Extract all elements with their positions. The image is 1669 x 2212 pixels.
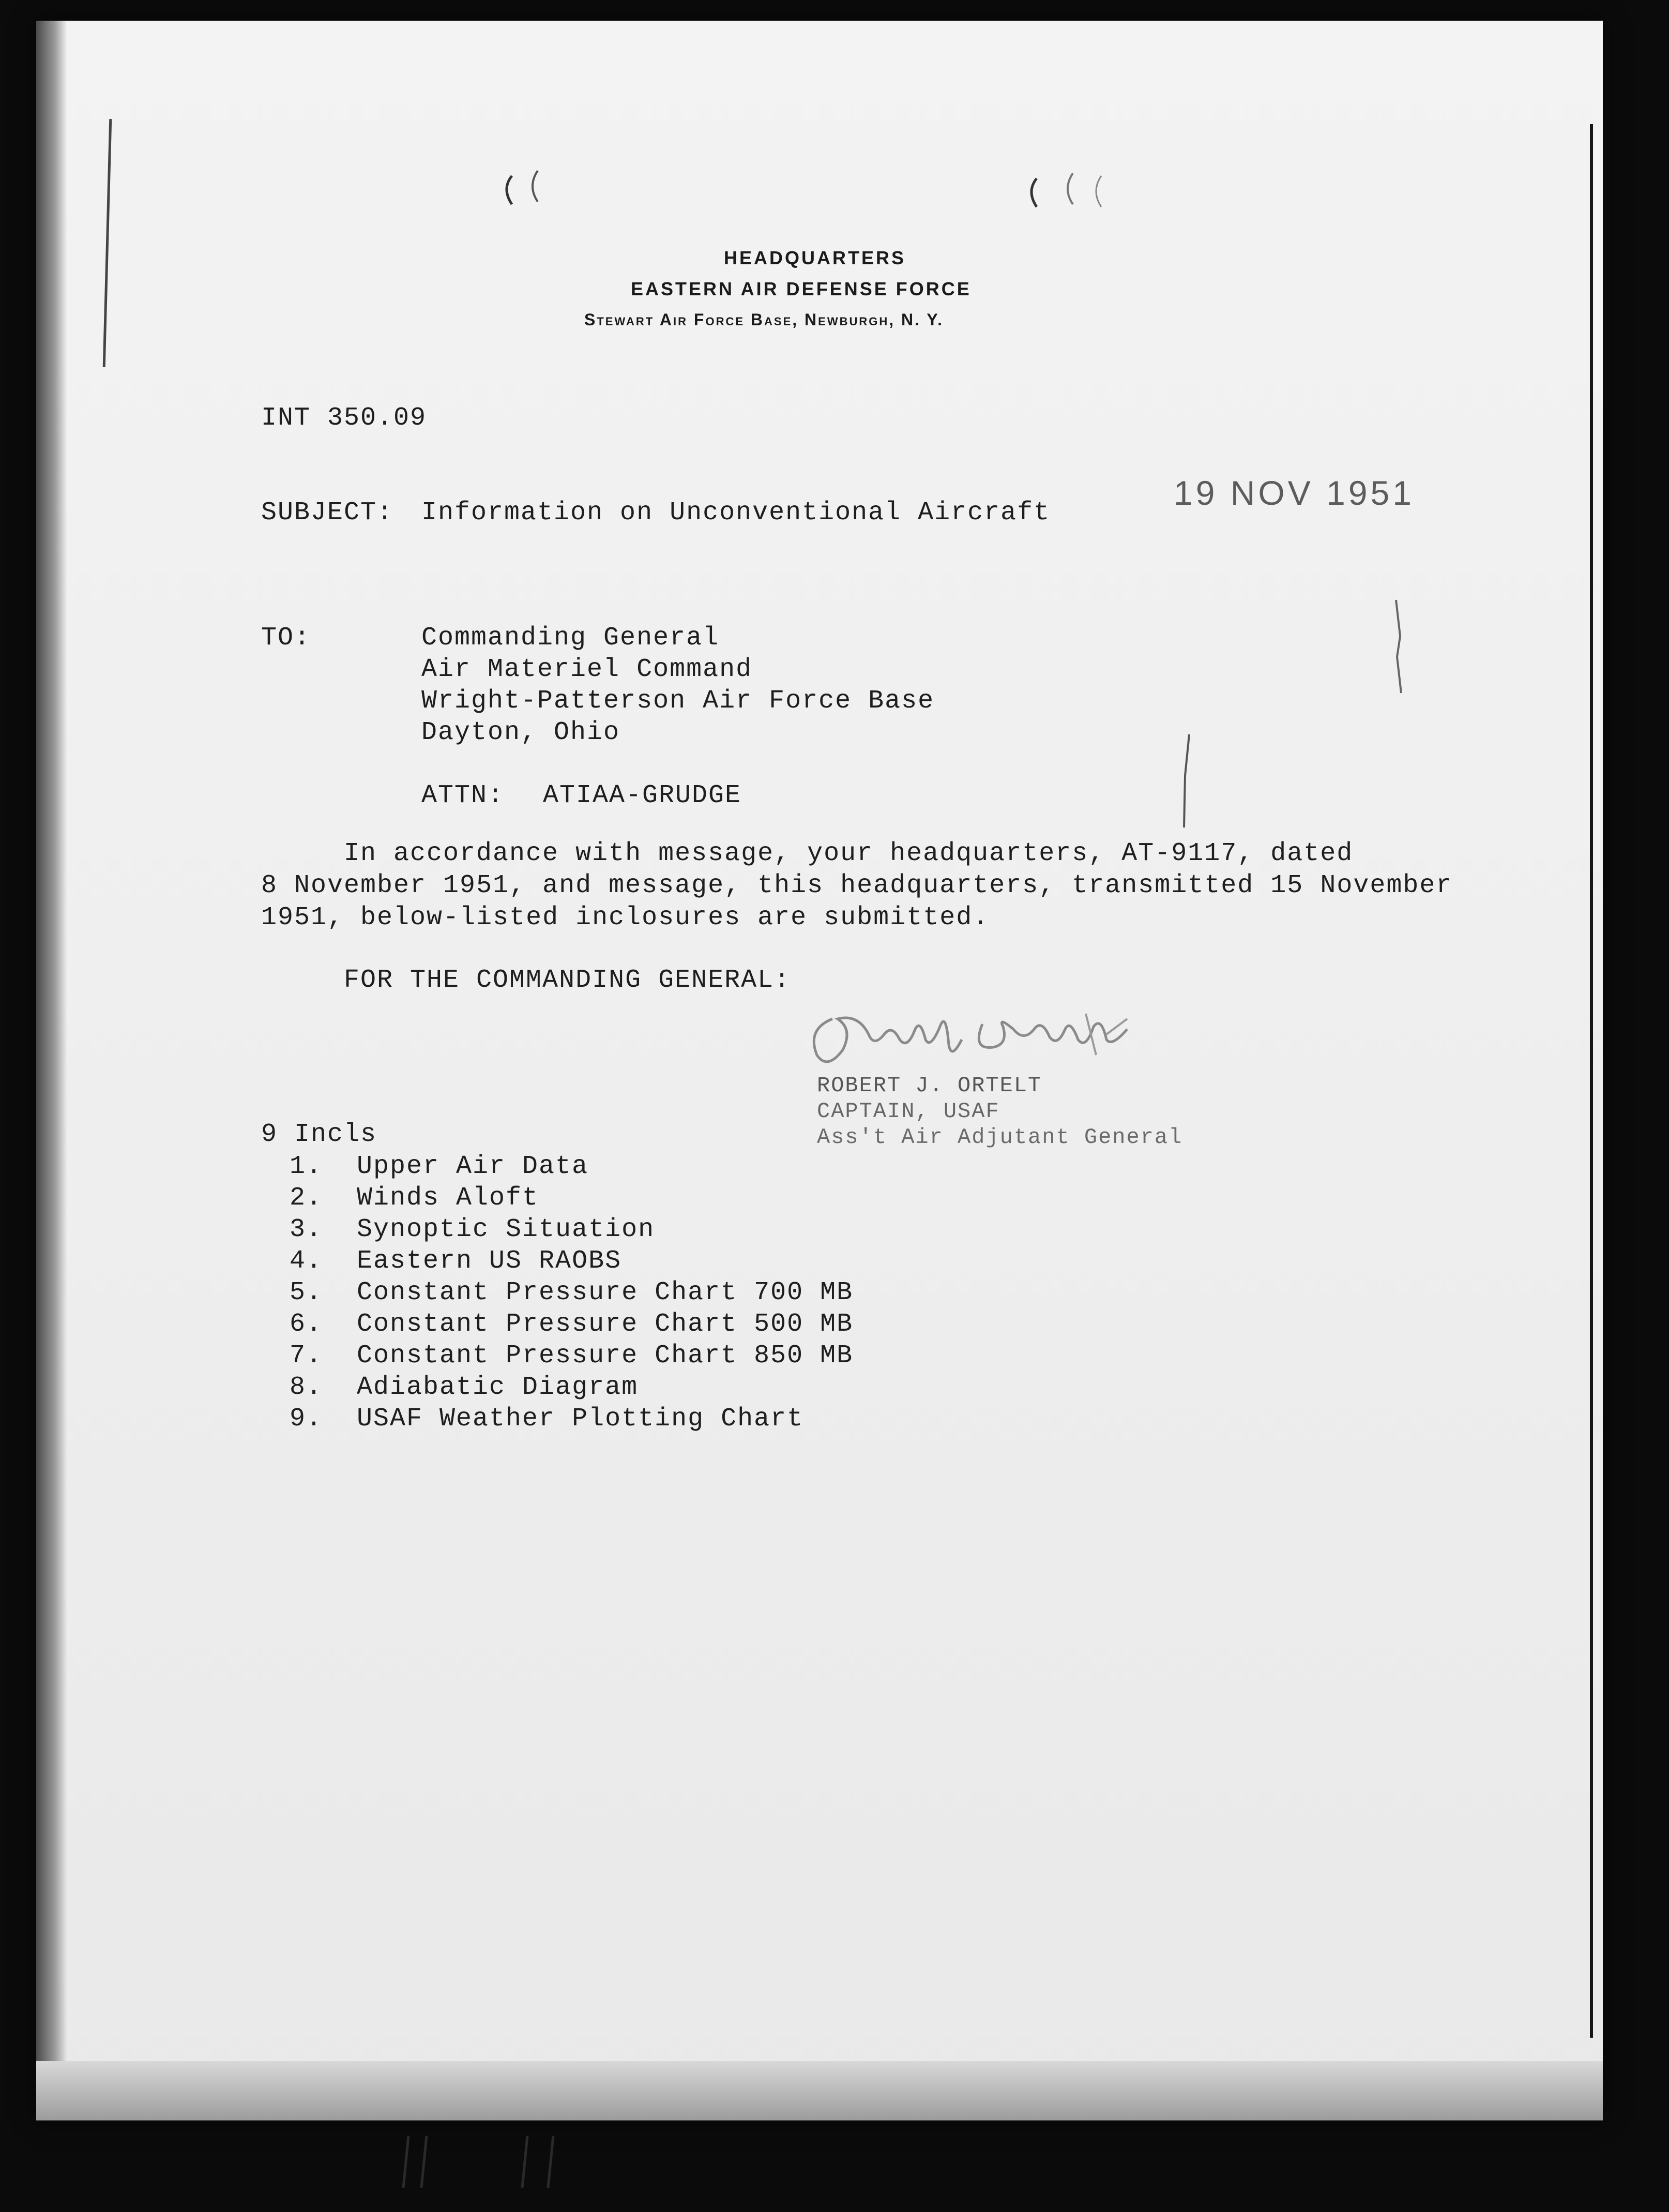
item-text: Constant Pressure Chart 500 MB: [357, 1310, 854, 1339]
body-line: In accordance with message, your headquarters, AT-9117, dated: [344, 839, 1354, 868]
item-text: Constant Pressure Chart 850 MB: [357, 1341, 854, 1371]
item-text: Adiabatic Diagram: [357, 1373, 639, 1402]
inclosures-heading: 9 Incls: [261, 1120, 377, 1149]
date-stamp: 19 NOV 1951: [1174, 474, 1415, 512]
pen-mark: [1386, 595, 1417, 698]
item-number: 5.: [290, 1278, 323, 1307]
address-line: Air Materiel Command: [421, 655, 753, 684]
item-number: 8.: [290, 1373, 323, 1402]
body-line: 8 November 1951, and message, this headquarters, transmitted 15 November: [261, 871, 1453, 900]
list-item: [290, 1277, 853, 1308]
list-item: [290, 1308, 853, 1340]
list-item: [290, 1372, 853, 1403]
item-text: Constant Pressure Chart 700 MB: [357, 1278, 854, 1307]
subject-text: Information on Unconventional Aircraft: [421, 498, 1051, 528]
letterhead-headquarters: HEADQUARTERS: [724, 247, 906, 268]
body-line: 1951, below-listed inclosures are submitted.: [261, 903, 990, 932]
item-text: USAF Weather Plotting Chart: [357, 1404, 804, 1434]
signature-rank: CAPTAIN, USAF: [817, 1099, 1000, 1124]
right-margin-rule: [1590, 124, 1593, 2038]
item-number: 2.: [290, 1183, 323, 1213]
item-text: Eastern US RAOBS: [357, 1246, 622, 1276]
letterhead-command: EASTERN AIR DEFENSE FORCE: [631, 278, 972, 299]
address-line: Dayton, Ohio: [421, 718, 620, 747]
handwritten-signature: [796, 998, 1169, 1076]
list-item: [290, 1151, 853, 1182]
pen-mark: [1169, 729, 1200, 833]
list-item: [290, 1182, 853, 1214]
closing-line: FOR THE COMMANDING GENERAL:: [344, 966, 791, 995]
item-number: 9.: [290, 1404, 323, 1434]
item-number: 3.: [290, 1215, 323, 1244]
inclosures-list: [290, 1151, 853, 1435]
attn-label: ATTN:: [421, 781, 505, 810]
list-item: [290, 1214, 853, 1245]
item-number: 1.: [290, 1152, 323, 1181]
signature-name: ROBERT J. ORTELT: [817, 1073, 1042, 1098]
file-reference: INT 350.09: [261, 403, 427, 433]
item-number: 6.: [290, 1310, 323, 1339]
item-text: Synoptic Situation: [357, 1215, 655, 1244]
hole-punch-marks: [1024, 165, 1117, 212]
list-item: [290, 1245, 853, 1277]
item-number: 4.: [290, 1246, 323, 1276]
page-edge-shadow: [36, 21, 67, 2120]
list-item: [290, 1403, 853, 1435]
attn-text: ATIAA-GRUDGE: [543, 781, 742, 810]
item-text: Winds Aloft: [357, 1183, 539, 1213]
hole-punch-marks: [496, 165, 558, 212]
signature-title: Ass't Air Adjutant General: [817, 1125, 1183, 1150]
to-label: TO:: [261, 623, 311, 653]
address-line: Wright-Patterson Air Force Base: [421, 686, 935, 716]
item-number: 7.: [290, 1341, 323, 1371]
item-text: Upper Air Data: [357, 1152, 589, 1181]
scratch-marks: [398, 2131, 708, 2193]
subject-label: SUBJECT:: [261, 498, 394, 528]
letterhead-address: Stewart Air Force Base, Newburgh, N. Y.: [584, 310, 944, 329]
list-item: [290, 1340, 853, 1372]
page-bottom-band: [36, 2061, 1603, 2120]
address-line: Commanding General: [421, 623, 720, 653]
